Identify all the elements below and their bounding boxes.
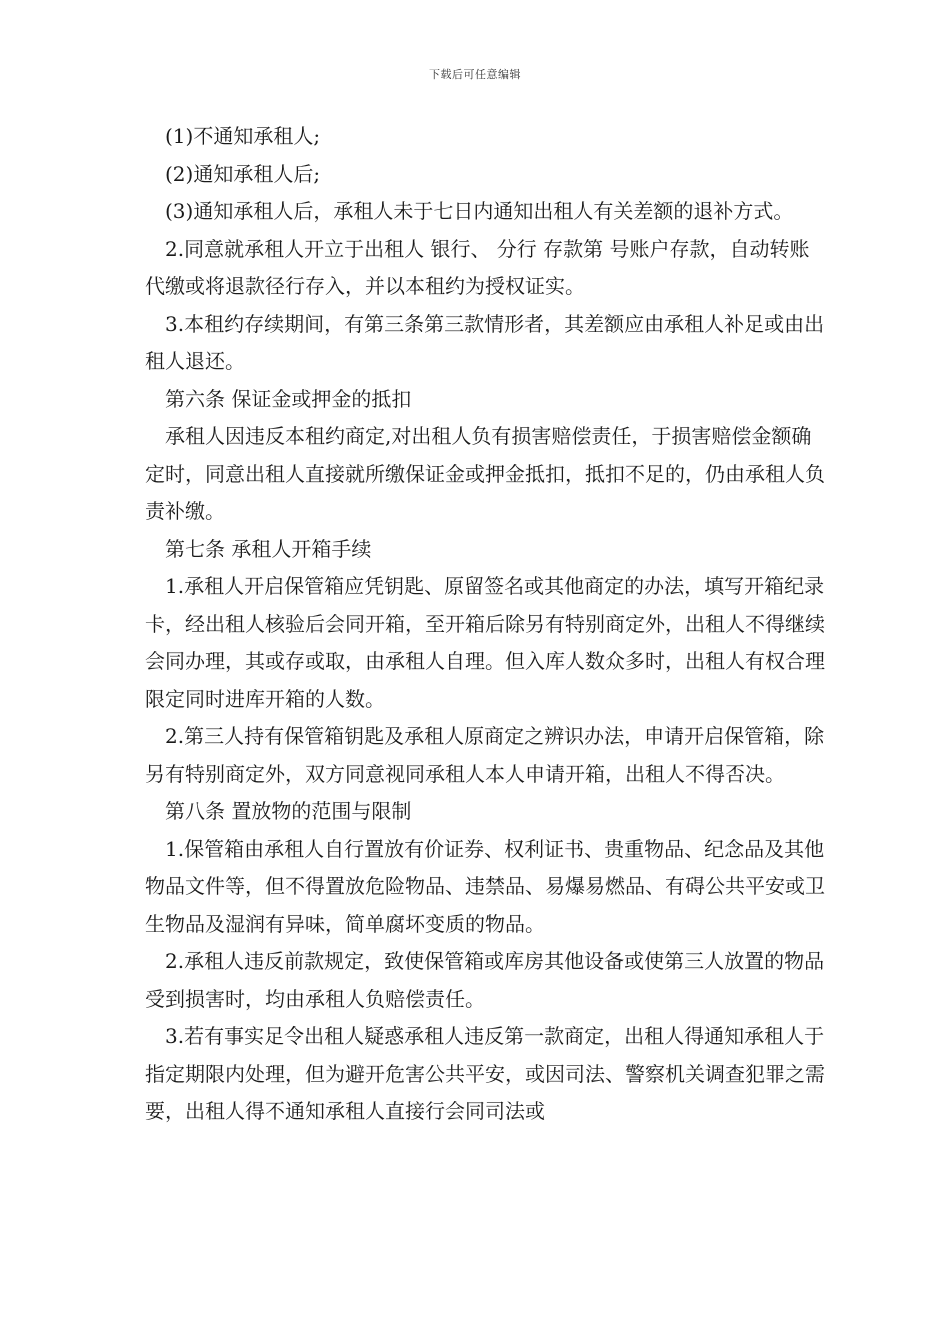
clause-paragraph: 承租人因违反本租约商定,对出租人负有损害赔偿责任，于损害赔偿金额确定时，同意出租人直接就所缴保证金或押金抵扣，抵扣不足的，仍由承租人负责补缴。 [145, 424, 825, 523]
clause-paragraph: 2.同意就承租人开立于出租人 银行、 分行 存款第 号账户存款，自动转账代缴或将退款径行存入，并以本租约为授权证实。 [145, 236, 810, 298]
clause-paragraph: 1.保管箱由承租人自行置放有价证券、权利证书、贵重物品、纪念品及其他物品文件等，但不得置放危险物品、违禁品、易爆易燃品、有碍公共平安或卫生物品及湿润有异味，简单腐坏变质的物品。 [145, 836, 825, 936]
clause-paragraph: 2.承租人违反前款规定，致使保管箱或库房其他设备或使第三人放置的物品受到损害时，均由承租人负赔偿责任。 [145, 949, 825, 1011]
page-header: 下载后可任意编辑 [429, 68, 521, 81]
clause-paragraph: 1.承租人开启保管箱应凭钥匙、原留签名或其他商定的办法，填写开箱纪录卡，经出租人核验后会同开箱，至开箱后除另有特别商定外，出租人不得继续会同办理，其或存或取，由承租人自理。但入库人数众多时，出租人有权合理限定同时进库开箱的人数。 [145, 574, 825, 711]
clause-paragraph: 2.第三人持有保管箱钥匙及承租人原商定之辨识办法，申请开启保管箱，除另有特别商定外，双方同意视同承租人本人申请开箱，出租人不得否决。 [145, 724, 825, 786]
clause-item-2: (2)通知承租人后; [165, 161, 321, 186]
clause-paragraph: 3.本租约存续期间，有第三条第三款情形者，其差额应由承租人补足或由出租人退还。 [145, 311, 825, 373]
clause-item-3: (3)通知承租人后，承租人未于七日内通知出租人有关差额的退补方式。 [165, 199, 794, 223]
article-heading: 第七条 承租人开箱手续 [165, 536, 372, 561]
document-body [145, 118, 825, 1131]
clause-paragraph: 3.若有事实足令出租人疑惑承租人违反第一款商定，出租人得通知承租人于指定期限内处理，但为避开危害公共平安，或因司法、警察机关调查犯罪之需要，出租人得不通知承租人直接行会同司法或 [145, 1024, 825, 1123]
clause-item-1: (1)不通知承租人; [165, 124, 321, 148]
article-heading: 第八条 置放物的范围与限制 [165, 799, 412, 823]
article-heading: 第六条 保证金或押金的抵扣 [165, 386, 412, 411]
